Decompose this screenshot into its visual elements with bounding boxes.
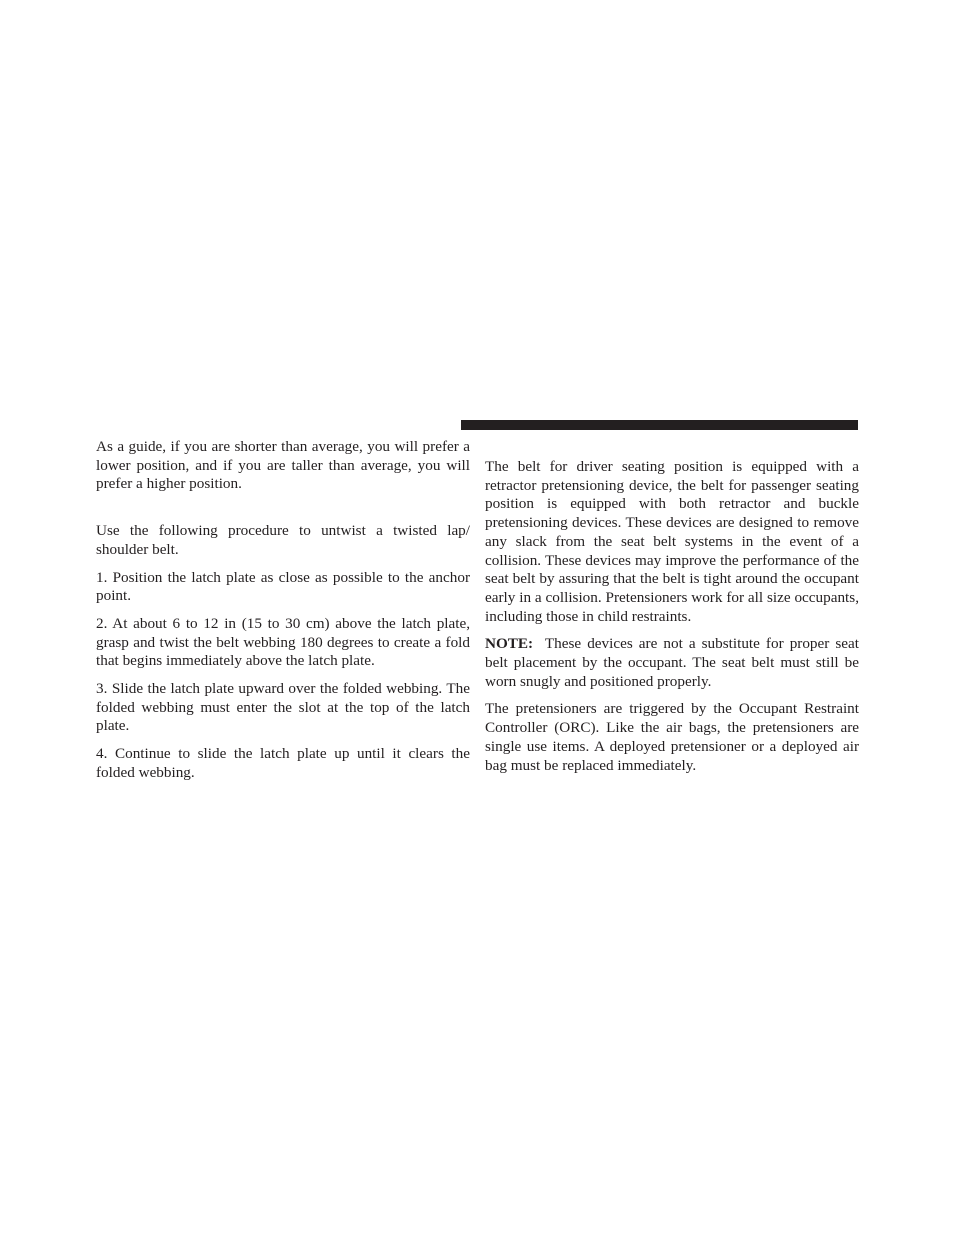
section-header-bar [461, 420, 858, 430]
right-column [485, 458, 859, 775]
note-paragraph [485, 635, 859, 691]
untwist-intro-paragraph: Use the following procedure to untwist a twisted lap/ shoulder belt. [96, 522, 470, 558]
note-text: These devices are not a substitute for proper seat belt placement by the occupant. The seat belt must still be worn snugly and positioned properly. [485, 635, 859, 690]
left-column [96, 438, 470, 783]
note-label: NOTE: [485, 635, 534, 653]
trigger-paragraph: The pretensioners are triggered by the Occupant Restraint Controller (ORC). Like the air bags, the pretensioners are single use items. A deployed pretensioner or a deployed air bag must be replaced immediately. [485, 700, 859, 774]
step-1: 1. Position the latch plate as close as possible to the anchor point. [96, 568, 470, 605]
step-3: 3. Slide the latch plate upward over the folded webbing. The folded webbing must enter the slot at the top of the latch plate. [96, 680, 470, 735]
step-4: 4. Continue to slide the latch plate up until it clears the folded webbing. [96, 745, 470, 781]
guide-paragraph: As a guide, if you are shorter than average, you will prefer a lower position, and if you are taller than average, you will prefer a higher position. [96, 438, 470, 493]
pretensioner-paragraph: The belt for driver seating position is equipped with a retractor pretensioning device, the belt for passenger seating position is equipped with both retractor and buckle pretensioning devices. These devices are designed to remove any slack from the seat belt systems in the event of a collision. These devices may improve the performance of the seat belt by assuring that the belt is tight around the occupant early in a collision. Pretensioners work for all size occupants, including those in child restraints. [485, 458, 859, 625]
step-2: 2. At about 6 to 12 in (15 to 30 cm) above the latch plate, grasp and twist the belt webbing 180 degrees to create a fold that begins immediately above the latch plate. [96, 614, 470, 670]
